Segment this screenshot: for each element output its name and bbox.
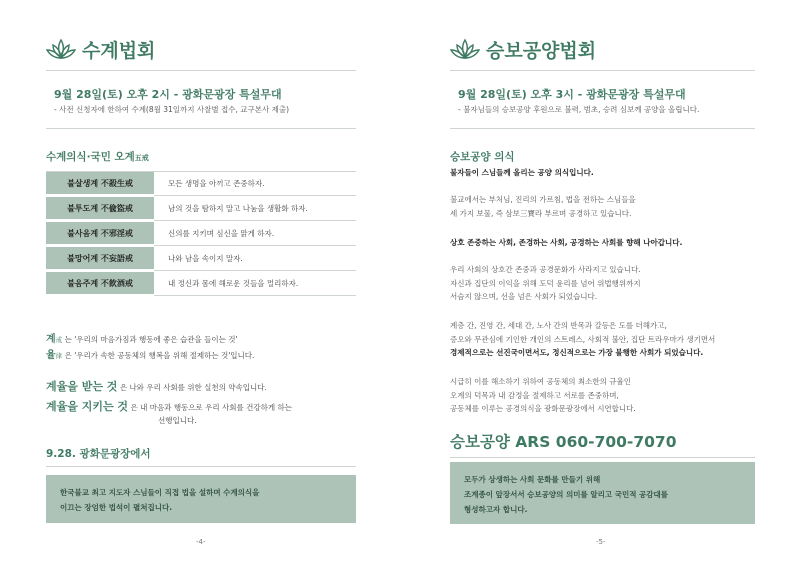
- divider: [46, 128, 356, 129]
- receive-precepts-line: 계율을 받는 것 은 나와 우리 사회를 위한 실천의 약속입니다.: [46, 380, 267, 393]
- precept-name: 불음주계 不飮酒戒: [46, 271, 154, 296]
- ars-phone-number: 승보공양 ARS 060-700-7070: [450, 433, 677, 451]
- section-title-offering: 승보공양 의식: [450, 151, 515, 163]
- paragraph-1: 불교에서는 부처님, 진리의 가르침, 법을 전하는 스님들을 세 가지 보물, 즉 삼보三寶라 부르며 공경하고 있습니다.: [450, 195, 636, 218]
- definition-yul: 율律 은 '우리가 속한 공동체의 행복을 위해 절제하는 것'입니다.: [46, 350, 255, 361]
- paragraph-2: 우리 사회의 상호간 존중과 공경문화가 사라지고 있습니다. 자신과 집단의 이익을 위해 도덕 윤리를 넘어 위법행위까지 서슴지 않으며, 선을 넘은 사회가 되었습니다.: [450, 265, 641, 301]
- precept-desc: 나와 남을 속이지 말자.: [154, 246, 356, 271]
- precept-desc: 남의 것을 탐하지 말고 나눔을 생활화 하자.: [154, 196, 356, 221]
- divider: [450, 128, 755, 129]
- page-number: -4-: [196, 538, 206, 546]
- precept-name: 불망어계 不妄語戒: [46, 246, 154, 271]
- event-subtitle: 9월 28일(토) 오후 2시 - 광화문광장 특설무대: [54, 88, 282, 101]
- lotus-icon: [46, 38, 76, 62]
- lotus-icon: [450, 38, 480, 62]
- event-subtitle: 9월 28일(토) 오후 3시 - 광화문광장 특설무대: [458, 88, 686, 101]
- table-row: [46, 172, 356, 196]
- lead-text: 불자들이 스님들께 올리는 공양 의식입니다.: [450, 168, 594, 177]
- divider: [450, 457, 755, 458]
- highlight-box: 모두가 상생하는 사회 문화를 만들기 위해 조계종이 앞장서서 승보공양의 의미를 알리고 국민적 공감대를 형성하고자 합니다.: [450, 462, 755, 524]
- divider: [450, 70, 755, 71]
- paragraph-3: 계층 간, 진영 간, 세대 간, 노사 간의 반목과 갈등은 도를 더해가고, 증오와 무관심에 기인한 개인의 스트레스, 사회적 불안, 집단 트라우마가 생기면서 경제적으로는 선진국이면서도, 정신적으로는 가장 불행한 사회가 되었습니다.: [450, 321, 716, 357]
- section-title-precepts: 수계의식·국민 오계五戒: [46, 151, 149, 163]
- bold-statement: 상호 존중하는 사회, 존경하는 사회, 공경하는 사회를 향해 나아갑니다.: [450, 238, 683, 247]
- highlight-box: 한국불교 최고 지도자 스님들이 직접 법을 설하며 수계의식을 이끄는 장엄한 법석이 펼쳐집니다.: [46, 475, 356, 523]
- registration-note: - 사전 신청자에 한하여 수계(8월 31일까지 사찰별 접수, 교구본사 제출): [54, 105, 290, 114]
- paragraph-4: 시급히 이를 해소하기 위하여 공동체의 최소한의 규율인 오계의 덕목과 내 감정을 절제하고 서로를 존중하며, 공동체를 이루는 공경의식을 광화문광장에서 시연합니다.: [450, 377, 636, 413]
- table-row: [46, 196, 356, 221]
- divider: [46, 466, 356, 467]
- section-title-gwanghwamun: 9.28. 광화문광장에서: [46, 448, 151, 460]
- table-row: [46, 246, 356, 271]
- precept-name: 불살생계 不殺生戒: [46, 172, 154, 196]
- precepts-table: [46, 171, 356, 297]
- keep-precepts-line: 계율을 지키는 것 은 내 마음과 행동으로 우리 사회를 건강하게 하는: [46, 400, 293, 413]
- precept-desc: 내 정신과 몸에 해로운 것들을 멀리하자.: [154, 271, 356, 296]
- divider: [46, 70, 356, 71]
- precept-name: 불사음계 不邪淫戒: [46, 221, 154, 246]
- keep-precepts-line-2: 선행입니다.: [158, 416, 197, 425]
- page-number: -5-: [596, 538, 606, 546]
- page-title: 승보공양법회: [450, 36, 596, 63]
- table-row: [46, 271, 356, 296]
- precept-desc: 모든 생명을 아끼고 존중하자.: [154, 172, 356, 196]
- precept-desc: 신의를 지키며 심신을 맑게 하자.: [154, 221, 356, 246]
- page-title: 수계법회: [46, 36, 155, 63]
- definition-gye: 계戒 는 '우리의 마음가짐과 행동에 좋은 습관을 들이는 것': [46, 334, 238, 345]
- offering-note: - 불자님들의 승보공양 후원으로 불력, 범초, 승려 심보께 공양을 올립니다.: [458, 105, 700, 114]
- table-row: [46, 221, 356, 246]
- precept-name: 불투도계 不偸盜戒: [46, 196, 154, 221]
